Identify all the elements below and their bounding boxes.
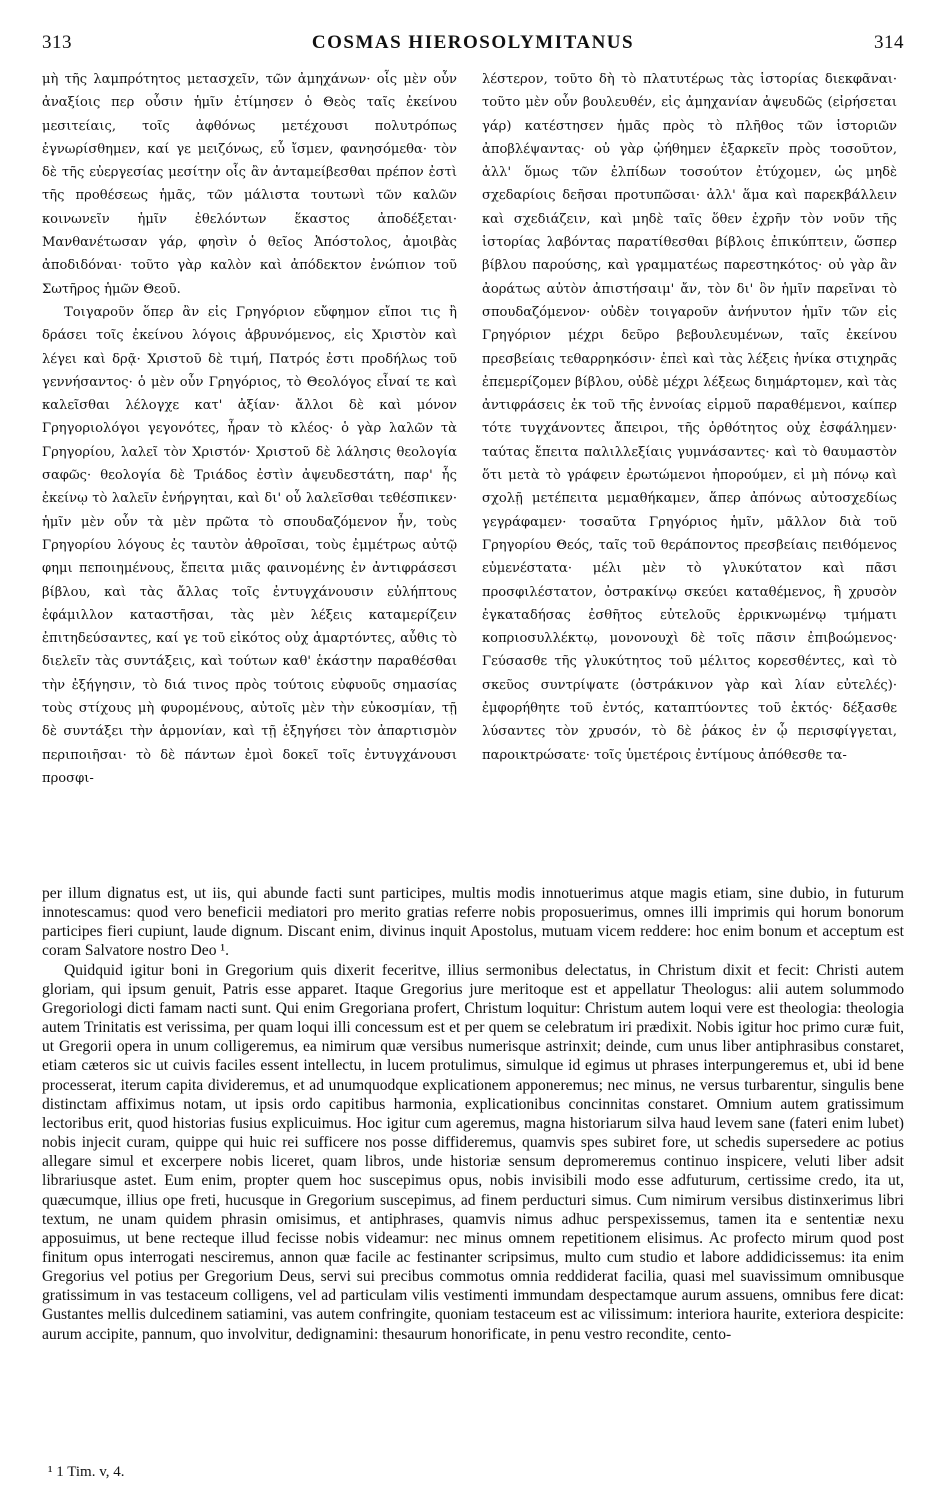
page-number-left: 313 [42,32,72,53]
greek-column-right [482,68,897,767]
latin-translation [42,884,904,1344]
footnote: ¹ 1 Tim. v, 4. [48,1464,125,1480]
running-header [42,32,904,60]
latin-paragraph: per illum dignatus est, ut iis, qui abunde facti sunt participes, multis modis innotuerimus atque magis etiam, sine dubio, in futurum innotescamus: quod vero beneficii mediatori pro merito gratias referre nobis proposuerimus, omnes illi imprimis qui horum bonorum participes fieri cupiunt, laude dignum. Discant enim, divinus inquit Apostolus, mutuam vicem reddere: hoc enim bonum et acceptum est coram Salvatore nostro Deo ¹. [42,885,904,960]
greek-paragraph: μὴ τῆς λαμπρότητος μετασχεῖν, τῶν ἀμηχάνων· οἷς μὲν οὖν ἀναξίοις περ οὖσιν ἡμῖν ἐτίμησεν ὁ Θεὸς ταῖς ἐκείνου μεσιτείαις, τοῖς ἀφθόνως μετέχουσι πολυτρόπως ἐγνωρίσθημεν, καί γε μειζόνως, εὖ ἴσμεν, φανησόμεθα· τὸν δὲ τῆς εὐεργεσίας μεσίτην οἷς ἂν ἀνταμείβεσθαι πρέπον ἐστὶ τῆς προθέσεως ἡμᾶς, τῶν μάλιστα τουτωνὶ τῶν καλῶν κοινωνεῖν ἡμῖν ἐθελόντων ἕκαστος ἀποδέξεται· Μανθανέτωσαν γάρ, φησὶν ὁ θεῖος Ἀπόστολος, ἀμοιβὰς ἀποδιδόναι· τοῦτο γὰρ καλὸν καὶ ἀπόδεκτον ἐνώπιον τοῦ Σωτῆρος ἡμῶν Θεοῦ. [42,72,457,297]
greek-column-left [42,68,457,790]
page-number-right: 314 [874,32,904,53]
running-title: COSMAS HIEROSOLYMITANUS [311,32,635,53]
greek-paragraph: λέστερον, τοῦτο δὴ τὸ πλατυτέρως τὰς ἱστορίας διεκφᾶναι· τοῦτο μὲν οὖν βουλευθέν, εἰς ἀμηχανίαν ἀψευδῶς (εἰρήσεται γάρ) κατέστησεν ἡμᾶς πρὸς τὸ πλῆθος τῶν ἱστοριῶν ἀποβλέψαντας· οὐ γὰρ ᾠήθημεν ἐξαρκεῖν πρὸς τοσοῦτον, ἀλλ' ὅμως τῶν ἐλπίδων τοσούτον ἐτύχομεν, ὡς μηδὲ σχεδαρίοις δεῆσαι προτυπῶσαι· ἀλλ' ἅμα καὶ παρεκβάλλειν καὶ σχεδιάζειν, καὶ μηδὲ ταῖς ὅθεν ἐχρῆν τὸν νοῦν τῆς ἱστορίας λαβόντας παρατίθεσθαι βίβλοις ἐπικύπτειν, ὥσπερ βίβλου παρούσης, καὶ γραμματέως παρεστηκότος· οὐ γὰρ ἂν ἀοράτως αὐτὸν ἀπιστήσαιμ' ἄν, τὸν δι' ὃν ἡμῖν παρεῖναι τὸ σπουδαζόμενον· οὐδὲν τοιγαροῦν ἀνήνυτον ἡμῖν τῶν εἰς Γρηγόριον μέχρι δεῦρο βεβουλευμένων, ταῖς ἐκείνου πρεσβείαις τεθαρρηκόσιν· ἐπεὶ καὶ τὰς λέξεις ἡνίκα στιχηρᾶς ἐπεμερίζομεν βίβλου, οὐδὲ μέχρι λέξεως διημάρτομεν, καὶ τὰς ἀντιφράσεις ἐκ τοῦ τῆς ἐννοίας εἱρμοῦ παραθέμενοι, καίπερ τότε τυγχάνοντες ἄπειροι, τῆς ὀρθότητος οὐχ ἐσφάλημεν· ταύτας ἔπειτα παλιλλεξίαις γυμνάσαντες· καὶ τὸ θαυμαστὸν ὅτι μετὰ τὸ γράφειν ἐρωτώμενοι ἠπορούμεν, εἰ μὴ πόνῳ καὶ σχολῇ μετέπειτα μεμαθήκαμεν, ἅπερ ἀπόνως αὐτοσχεδίως γεγράφαμεν· τοσαῦτα Γρηγόριος ἡμῖν, μᾶλλον διὰ τοῦ Γρηγορίου Θεός, ταῖς τοῦ θεράποντος πρεσβείαις πειθόμενος εὐμενέστατα· μέλι μὲν τὸ γλυκύτατον καὶ πᾶσι προσφιλέστατον, ὀστρακίνῳ σκεύει καταθέμενος, ἢ χρυσὸν ἐγκαταδήσας ἐσθῆτος εὐτελοῦς ἐρρικνωμένῳ τμήματι κοπριοσυλλέκτῳ, μονονουχὶ δὲ τοῖς πᾶσιν ἐπιβοώμενος· Γεύσασθε τῆς γλυκύτητος τοῦ μέλιτος κορεσθέντες, καὶ τὸ σκεῦος συντρίψατε (ὀστράκινον γὰρ καὶ λίαν εὐτελές)· ἐμφορήθητε τοῦ ἐντός, καταπτύοντες τοῦ ἐκτός· δέξασθε λύσαντες τὸν χρυσόν, τὸ δὲ ῥάκος ἐν ᾧ περισφίγγεται, παροικτρώσατε· τοῖς ὑμετέροις ἐντίμους ἀπόθεσθε τα- [482,72,897,763]
greek-paragraph: Τοιγαροῦν ὅπερ ἂν εἰς Γρηγόριον εὔφημον εἴποι τις ἢ δράσει τοῖς ἐκείνου λόγοις ἁβρυνόμενος, εἰς Χριστὸν καὶ λέγει καὶ δρᾷ· Χριστοῦ δὲ τιμή, Πατρός ἐστι προδήλως τοῦ γεννήσαντος· ὁ μὲν οὖν Γρηγόριος, τὸ Θεολόγος εἶναί τε καὶ καλεῖσθαι λέλογχε κατ' ἀξίαν· ἄλλοι δὲ καὶ μόνον Γρηγοριολόγοι γεγονότες, ἦραν τὸ κλέος· ὁ γὰρ λαλῶν τὰ Γρηγορίου, λαλεῖ τὸν Χριστόν· Χριστοῦ δὲ λάλησις θεολογία σαφῶς· θεολογία δὲ Τριάδος ἐστὶν ἀψευδεστάτη, παρ' ἧς ἐκείνῳ τὸ λαλεῖν ἐνήργηται, καὶ δι' οὗ λαλεῖσθαι τεθέσπικεν· ἡμῖν μὲν οὖν τὰ μὲν πρῶτα τὸ σπουδαζόμενον ἦν, τοὺς Γρηγορίου λόγους ἐς ταυτὸν ἀθροῖσαι, τοὺς ἐμμέτρως αὐτῷ φημι πεποιημένους, ἔπειτα μιᾶς φαινομένης ἐν ἀντιφράσεσι βίβλου, καὶ τὰς ἄλλας τοῖς ἐντυγχάνουσιν εὐλήπτους ἐφάμιλλον καταστῆσαι, τὰς μὲν λέξεις καταμερίζειν ἐπιτηδεύσαντες, καί γε τοῦ εἰκότος οὐχ ἁμαρτόντες, αὖθις τὸ διελεῖν τὰς συντάξεις, καὶ τούτων καθ' ἑκάστην παραθέσθαι τὴν ἐξήγησιν, τὸ διά τινος πρὸς τούτοις εὐφυοῦς σημασίας τοὺς στίχους μὴ φυρομένους, αὐτοῖς μὲν τὴν εὐκοσμίαν, τῇ δὲ συντάξει τὴν ἁρμονίαν, καὶ τῇ ἐξηγήσει τὸν ἀπαρτισμὸν περιποιῆσαι· τὸ δὲ πάντων ἐμοὶ δοκεῖ τοῖς ἐντυγχάνουσι προσφι- [42,304,457,786]
latin-paragraph: Quidquid igitur boni in Gregorium quis dixerit feceritve, illius sermonibus delectatus, in Christum dixit et fecit: Christi autem gloriam, qui ipsum genuit, Patris esse apparet. Itaque Gregorius jure meritoque est et appellatur Theologus: alii autem solummodo Gregoriologi dicti famam nacti sunt. Qui enim Gregoriana profert, Christum loquitur: Christum autem loqui vere est theologia: theologia autem Trinitatis est verissima, per quam loqui illi concessum est et per quem se celebratum iri prædixit. Nobis igitur hoc primo curæ fuit, ut Gregorii opera in unum colligeremus, ea nimirum quæ versibus numerisque astrinxit; deinde, cum unus liber antiphrasibus constaret, etiam cæteros sic ut cuivis faciles essent intellectu, in lucem protulimus, simulque id egimus ut phrases interpungeremus et, ubi id bene processerat, iterum capita divideremus, et ad unumquodque explicationem apponeremus; nec minus, ne versus turbarentur, singulis bene distinctam affiximus notam, ut ipsis ordo capitibus harmonia, explicationibus concinnitas constaret. Omnium autem gratissimum lectoribus erit, quod historias fusius explicuimus. Hoc igitur cum ageremus, magna historiarum silva haud levem sane (fateri enim lubet) nobis injecit curam, quippe qui huic rei sufficere nos posse diffideremus, quamvis spes subiret fore, ut schedis supersedere ac potius allegare simul et excerpere nobis liceret, quam libros, unde historiæ sensum depromeremus continuo inspicere, veluti liber adsit librariusque astet. Eum enim, propter quem hoc suscepimus opus, nobis invisibili modo esse adfuturum, certissime credo, ita ut, quæcumque, illius ope freti, hucusque in Gregorium suscepimus, ad finem perducturi simus. Cum nimirum versibus distinxerimus libri textum, ne unam quidem phrasin omisimus, et antiphrases, quamvis nimus adhuc perspexissemus, tamen ita e sententiæ nexu apposuimus, ut bene recteque illud fecisse nobis videamur: nec minus omnem repetitionem elisimus. Ac profecto mirum quod post finitum opus interrogati nesciremus, annon quæ facile ac festinanter scripsimus, multo cum studio et labore addidicissemus: ita enim Gregorius vel potius per Gregorium Deus, servi sui precibus commotus omnia reddiderat facilia, quasi mel suavissimum omnibusque gratissimum in vas testaceum colligens, vel ad particulam vilis vestimenti immundam despectamque aurum assuens, omnibus fere dicat: Gustantes mellis dulcedinem satiamini, vas autem confringite, quoniam testaceum est ac vilissimum: interiora haurite, exteriora despicite: aurum accipite, pannum, quo involvitur, dedignamini: thesaurum honorificate, in penu vestro recondite, cento- [42,961,904,1343]
